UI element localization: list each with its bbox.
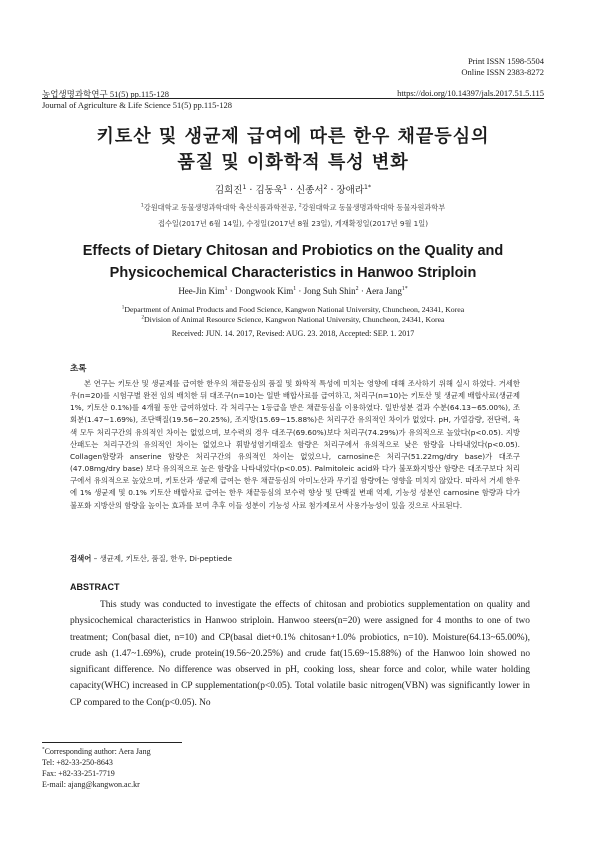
korean-authors xyxy=(42,182,544,196)
author-name: 신종서 xyxy=(295,185,324,196)
footnote-email[interactable]: E-mail: ajang@kangwon.ac.kr xyxy=(42,780,140,789)
english-dates: Received: JUN. 14. 2017, Revised: AUG. 23. 2018, Accepted: SEP. 1. 2017 xyxy=(171,329,415,338)
issn-block xyxy=(461,56,544,77)
journal-korean: 농업생명과학연구 51(5) pp.115-128 xyxy=(42,89,169,99)
author-name: 장애라 xyxy=(336,185,365,196)
author-mark: 1 xyxy=(283,183,287,191)
keywords-label: 검색어 xyxy=(70,554,92,563)
author-separator: · xyxy=(358,286,366,296)
author-mark: 1 xyxy=(293,286,297,292)
author-separator: · xyxy=(227,286,235,296)
footnote-fax: Fax: +82-33-251-7719 xyxy=(42,769,115,778)
korean-abstract-heading: 초록 xyxy=(70,364,87,374)
author-separator: · xyxy=(246,185,256,196)
affiliation-text: 강원대학교 동물생명과학대학 동물자원과학부 xyxy=(301,203,446,212)
english-title xyxy=(42,240,544,284)
online-issn: Online ISSN 2383-8272 xyxy=(461,66,544,77)
korean-affiliations xyxy=(42,203,544,213)
author-name: Dongwook Kim xyxy=(234,286,294,296)
korean-title-line1: 키토산 및 생균제 급여에 따른 한우 채끝등심의 xyxy=(96,126,490,147)
author-name: Jong Suh Shin xyxy=(303,286,356,296)
author-name: Hee-Jin Kim xyxy=(178,286,225,296)
author-mark: 2 xyxy=(323,183,328,191)
affiliation-line xyxy=(42,305,544,315)
footnote xyxy=(42,746,151,790)
english-title-line2: Physicochemical Characteristics in Hanwoo Striploin xyxy=(109,265,477,281)
journal-english: Journal of Agriculture & Life Science 51(5) pp.115-128 xyxy=(42,100,232,110)
korean-abstract-text: 본 연구는 키토산 및 생균제를 급여한 한우의 채끝등심의 품질 및 화학적 특성에 미치는 영향에 대해 조사하기 위해 실시 하였다. 거세한우(n=20)를 시험구별 완전 임의 배치한 뒤 대조구(n=10)는 일반 배합사료를 급여하고, 처리구(n=10)는 키토산 및 생균제 배합사료(생균제 1%, 키토산 0.1%)를 4개월 동안 급여하였다. 각 처리구는 1등급을 받은 채끝등심을 이용하였다. 일반성분 결과 수분(64.13~65.00%), 조회분(1.47~1.69%), 조단백질(19.56~20.25%), 조지방(15.69~15.88%)은 처리구간 유의적인 차이가 없었다. pH, 가열감량, 전단력, 육색 모두 처리구간의 유의적인 차이는 없었으며, 보수력의 경우 대조구(69.60%)보다 처리구(74.29%)가 유의적으로 높았다(p<0.05). 지방산패도는 처리구간의 유의적인 차이는 없었으나 휘발성염기태질소 함량은 처리구에서 유의적으로 낮은 함량을 나타내었다(p<0.05). Collagen함량과 anserine 함량은 처리구간의 유의적인 차이는 없었으나, carnosine은 처리구(51.22mg/dry base)가 대조구(47.08mg/dry base) 보다 유의적으로 높은 함량을 나타내었다(p<0.05). Palmitoleic acid와 다가 불포화지방산 함량은 대조구보다 처리구에서 유의적으로 높았으며, 키토산과 생균제 급여는 한우 채끝등심의 아미노산과 무기질 함량에는 영향을 미치지 않았다. 따라서 거세 한우에 1% 생균제 및 0.1% 키토산 배합사료 급여는 한우 채끝등심의 보수력 향상 및 단백질 변패 억제, 기능성 성분인 carnosine 함량과 다가 불포화 지방산의 함량을 높이는 효과를 보여 추후 이들 성분이 기능성 사료 첨가제로서 사용가능성이 있을 것으로 사료된다. xyxy=(70,379,520,510)
english-abstract xyxy=(70,597,530,711)
footnote-tel: Tel: +82-33-250-8643 xyxy=(42,758,113,767)
author-mark: 1 xyxy=(242,183,247,191)
author-name: 김희진 xyxy=(214,185,243,196)
affiliation-mark: 2 xyxy=(298,203,302,209)
author-mark: 1* xyxy=(364,183,372,191)
author-mark: 2 xyxy=(355,286,359,292)
english-affiliations xyxy=(42,305,544,325)
affiliation-text: Division of Animal Resource Science, Kangwon National University, Chuncheon, 24341, Korea xyxy=(144,315,445,324)
author-separator: · xyxy=(327,185,337,196)
print-issn: Print ISSN 1598-5504 xyxy=(467,56,544,66)
corresponding-mark: * xyxy=(42,746,45,753)
author-mark: 1* xyxy=(401,286,408,292)
affiliation-text: Department of Animal Products and Food Science, Kangwon National University, Chuncheon, 24341, Korea xyxy=(124,305,465,314)
doi-link[interactable]: https://doi.org/10.14397/jals.2017.51.5.115 xyxy=(397,88,544,98)
keywords-text: – 생균제, 키토산, 품질, 한우, Di-peptiede xyxy=(91,554,233,563)
affiliation-line xyxy=(42,315,544,325)
author-separator: · xyxy=(286,185,296,196)
english-abstract-heading: ABSTRACT xyxy=(70,582,120,592)
affiliation-mark: 1 xyxy=(121,304,125,311)
author-name: Aera Jang xyxy=(365,286,402,296)
affiliation-mark: 2 xyxy=(141,314,145,321)
korean-title xyxy=(42,124,544,176)
corresponding-author xyxy=(42,746,151,757)
english-abstract-text: This study was conducted to investigate the effects of chitosan and probiotics supplementation on quality and physicochemical characteristics in Hanwoo striploin. Hanwoo steers(n=20) were assigned for 4 months to one of two treatment; Con(basal diet, n=10) and CP(basal diet+0.1% chitosan+1.0% probiotics, n=10). Moisture(64.13~65.00%), crude ash (1.47~1.69%), crude protein(19.56~20.25%) and crude fat(15.69~15.88%) of the Hanwoo loin showed no significant difference. No difference was observed in pH, cooking loss, shear force and color, while water holding capacity(WHC) increased in CP supplementation(p<0.05). Total volatile basic nitrogen(VBN) was significantly lower in CP compared to the Con(p<0.05). No xyxy=(70,600,530,708)
header-divider xyxy=(42,98,544,99)
korean-keywords xyxy=(70,554,232,564)
author-mark: 1 xyxy=(224,286,228,292)
english-authors xyxy=(42,286,544,296)
korean-title-line2: 품질 및 이화학적 특성 변화 xyxy=(177,152,409,173)
corresponding-author-text: Corresponding author: Aera Jang xyxy=(44,747,151,756)
affiliation-text: 강원대학교 동물생명과학대학 축산식품과학전공, xyxy=(143,203,299,212)
korean-abstract xyxy=(70,378,520,512)
author-name: 김동욱 xyxy=(255,185,283,196)
affiliation-mark: 1 xyxy=(140,203,144,209)
korean-dates: 접수일(2017년 6월 14일), 수정일(2017년 8월 23일), 게재확정일(2017년 9월 1일) xyxy=(158,219,428,228)
footnote-divider xyxy=(42,742,182,743)
english-title-line1: Effects of Dietary Chitosan and Probiotics on the Quality and xyxy=(82,243,504,259)
author-separator: · xyxy=(296,286,304,296)
